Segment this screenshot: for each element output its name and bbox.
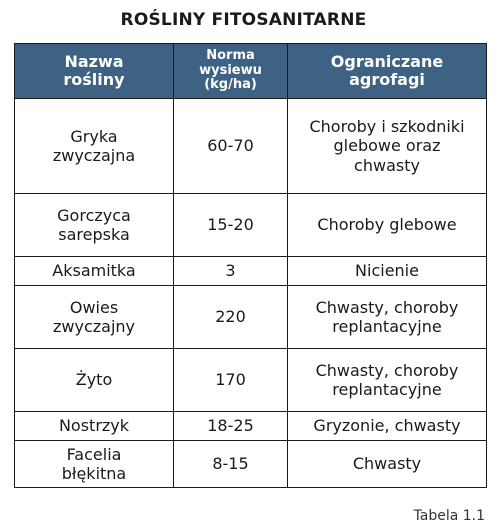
cell-plant-name: Facelia błękitna bbox=[15, 441, 174, 488]
cell-limited-pests: Choroby i szkodniki glebowe oraz chwasty bbox=[288, 99, 487, 194]
cell-sowing-norm: 170 bbox=[174, 349, 288, 412]
cell-limited-pests: Choroby glebowe bbox=[288, 194, 487, 257]
table-title: ROŚLINY FITOSANITARNE bbox=[120, 10, 367, 30]
table-row bbox=[15, 194, 487, 257]
table-row bbox=[15, 257, 487, 286]
cell-sowing-norm: 220 bbox=[174, 286, 288, 349]
cell-sowing-norm: 3 bbox=[174, 257, 288, 286]
cell-limited-pests: Chwasty bbox=[288, 441, 487, 488]
cell-plant-name: Nostrzyk bbox=[15, 412, 174, 441]
cell-plant-name: Owies zwyczajny bbox=[15, 286, 174, 349]
cell-sowing-norm: 60-70 bbox=[174, 99, 288, 194]
table-row bbox=[15, 286, 487, 349]
table-row bbox=[15, 99, 487, 194]
cell-limited-pests: Nicienie bbox=[288, 257, 487, 286]
cell-sowing-norm: 8-15 bbox=[174, 441, 288, 488]
plants-table bbox=[14, 43, 487, 488]
cell-plant-name: Gryka zwyczajna bbox=[15, 99, 174, 194]
cell-limited-pests: Chwasty, choroby replantacyjne bbox=[288, 349, 487, 412]
cell-plant-name: Żyto bbox=[15, 349, 174, 412]
table-row bbox=[15, 412, 487, 441]
header-sowing-norm: Norma wysiewu (kg/ha) bbox=[174, 44, 288, 99]
cell-sowing-norm: 18-25 bbox=[174, 412, 288, 441]
table-row bbox=[15, 441, 487, 488]
cell-plant-name: Aksamitka bbox=[15, 257, 174, 286]
header-plant-name: Nazwa rośliny bbox=[15, 44, 174, 99]
table-caption: Tabela 1.1 bbox=[413, 508, 485, 524]
cell-limited-pests: Chwasty, choroby replantacyjne bbox=[288, 286, 487, 349]
header-limited-pests: Ograniczane agrofagi bbox=[288, 44, 487, 99]
table-header-row bbox=[15, 44, 487, 99]
cell-plant-name: Gorczyca sarepska bbox=[15, 194, 174, 257]
cell-limited-pests: Gryzonie, chwasty bbox=[288, 412, 487, 441]
table-row bbox=[15, 349, 487, 412]
cell-sowing-norm: 15-20 bbox=[174, 194, 288, 257]
